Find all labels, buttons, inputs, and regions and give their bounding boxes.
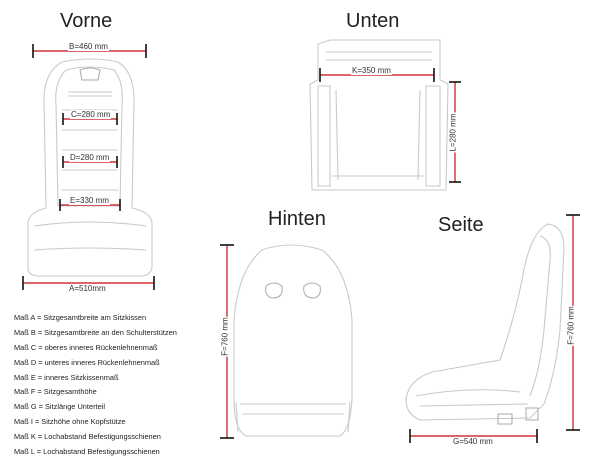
bottom-view-title: Unten bbox=[346, 10, 400, 32]
legend-item-e: Maß E = inneres Sitzkissenmaß bbox=[14, 372, 119, 382]
dimension-l-label: L=280 mm bbox=[448, 113, 458, 152]
dimension-c-label: C=280 mm bbox=[71, 110, 111, 119]
front-view-seat bbox=[28, 59, 152, 276]
dimension-k-label: K=350 mm bbox=[352, 66, 391, 75]
dimension-f-side-label: F=760 mm bbox=[566, 306, 576, 345]
dimension-f-rear-label: F=760 mm bbox=[220, 317, 230, 356]
rear-view-title: Hinten bbox=[268, 208, 326, 230]
legend-item-g: Maß G = Sitzlänge Unterteil bbox=[14, 402, 105, 412]
side-view-title: Seite bbox=[438, 214, 484, 236]
legend-item-b: Maß B = Sitzgesamtbreite an den Schulterstützen bbox=[14, 327, 177, 337]
dimension-e-label: E=330 mm bbox=[70, 196, 109, 205]
legend-item-c: Maß C = oberes inneres Rückenlehnenmaß bbox=[14, 342, 158, 352]
legend-item-d: Maß D = unteres inneres Rückenlehnenmaß bbox=[14, 357, 160, 367]
legend-item-k: Maß K = Lochabstand Befestigungsschienen bbox=[14, 432, 161, 442]
legend-item-i: Maß I = Sitzhöhe ohne Kopfstütze bbox=[14, 417, 126, 427]
dimension-legend bbox=[14, 311, 177, 460]
legend-item-l: Maß L = Lochabstand Befestigungsschienen bbox=[14, 447, 160, 457]
dimension-g-label: G=540 mm bbox=[453, 437, 493, 446]
side-view-seat bbox=[406, 224, 564, 424]
front-view-title: Vorne bbox=[60, 10, 113, 32]
dimension-b-label: B=460 mm bbox=[69, 42, 108, 51]
dimension-d-label: D=280 mm bbox=[70, 153, 110, 162]
legend-item-a: Maß A = Sitzgesamtbreite am Sitzkissen bbox=[14, 313, 147, 322]
legend-item-f: Maß F = Sitzgesamthöhe bbox=[14, 387, 97, 397]
bottom-view-frame bbox=[310, 40, 448, 190]
dimension-a-label: A=510mm bbox=[69, 284, 106, 293]
rear-view-seat bbox=[234, 245, 352, 436]
